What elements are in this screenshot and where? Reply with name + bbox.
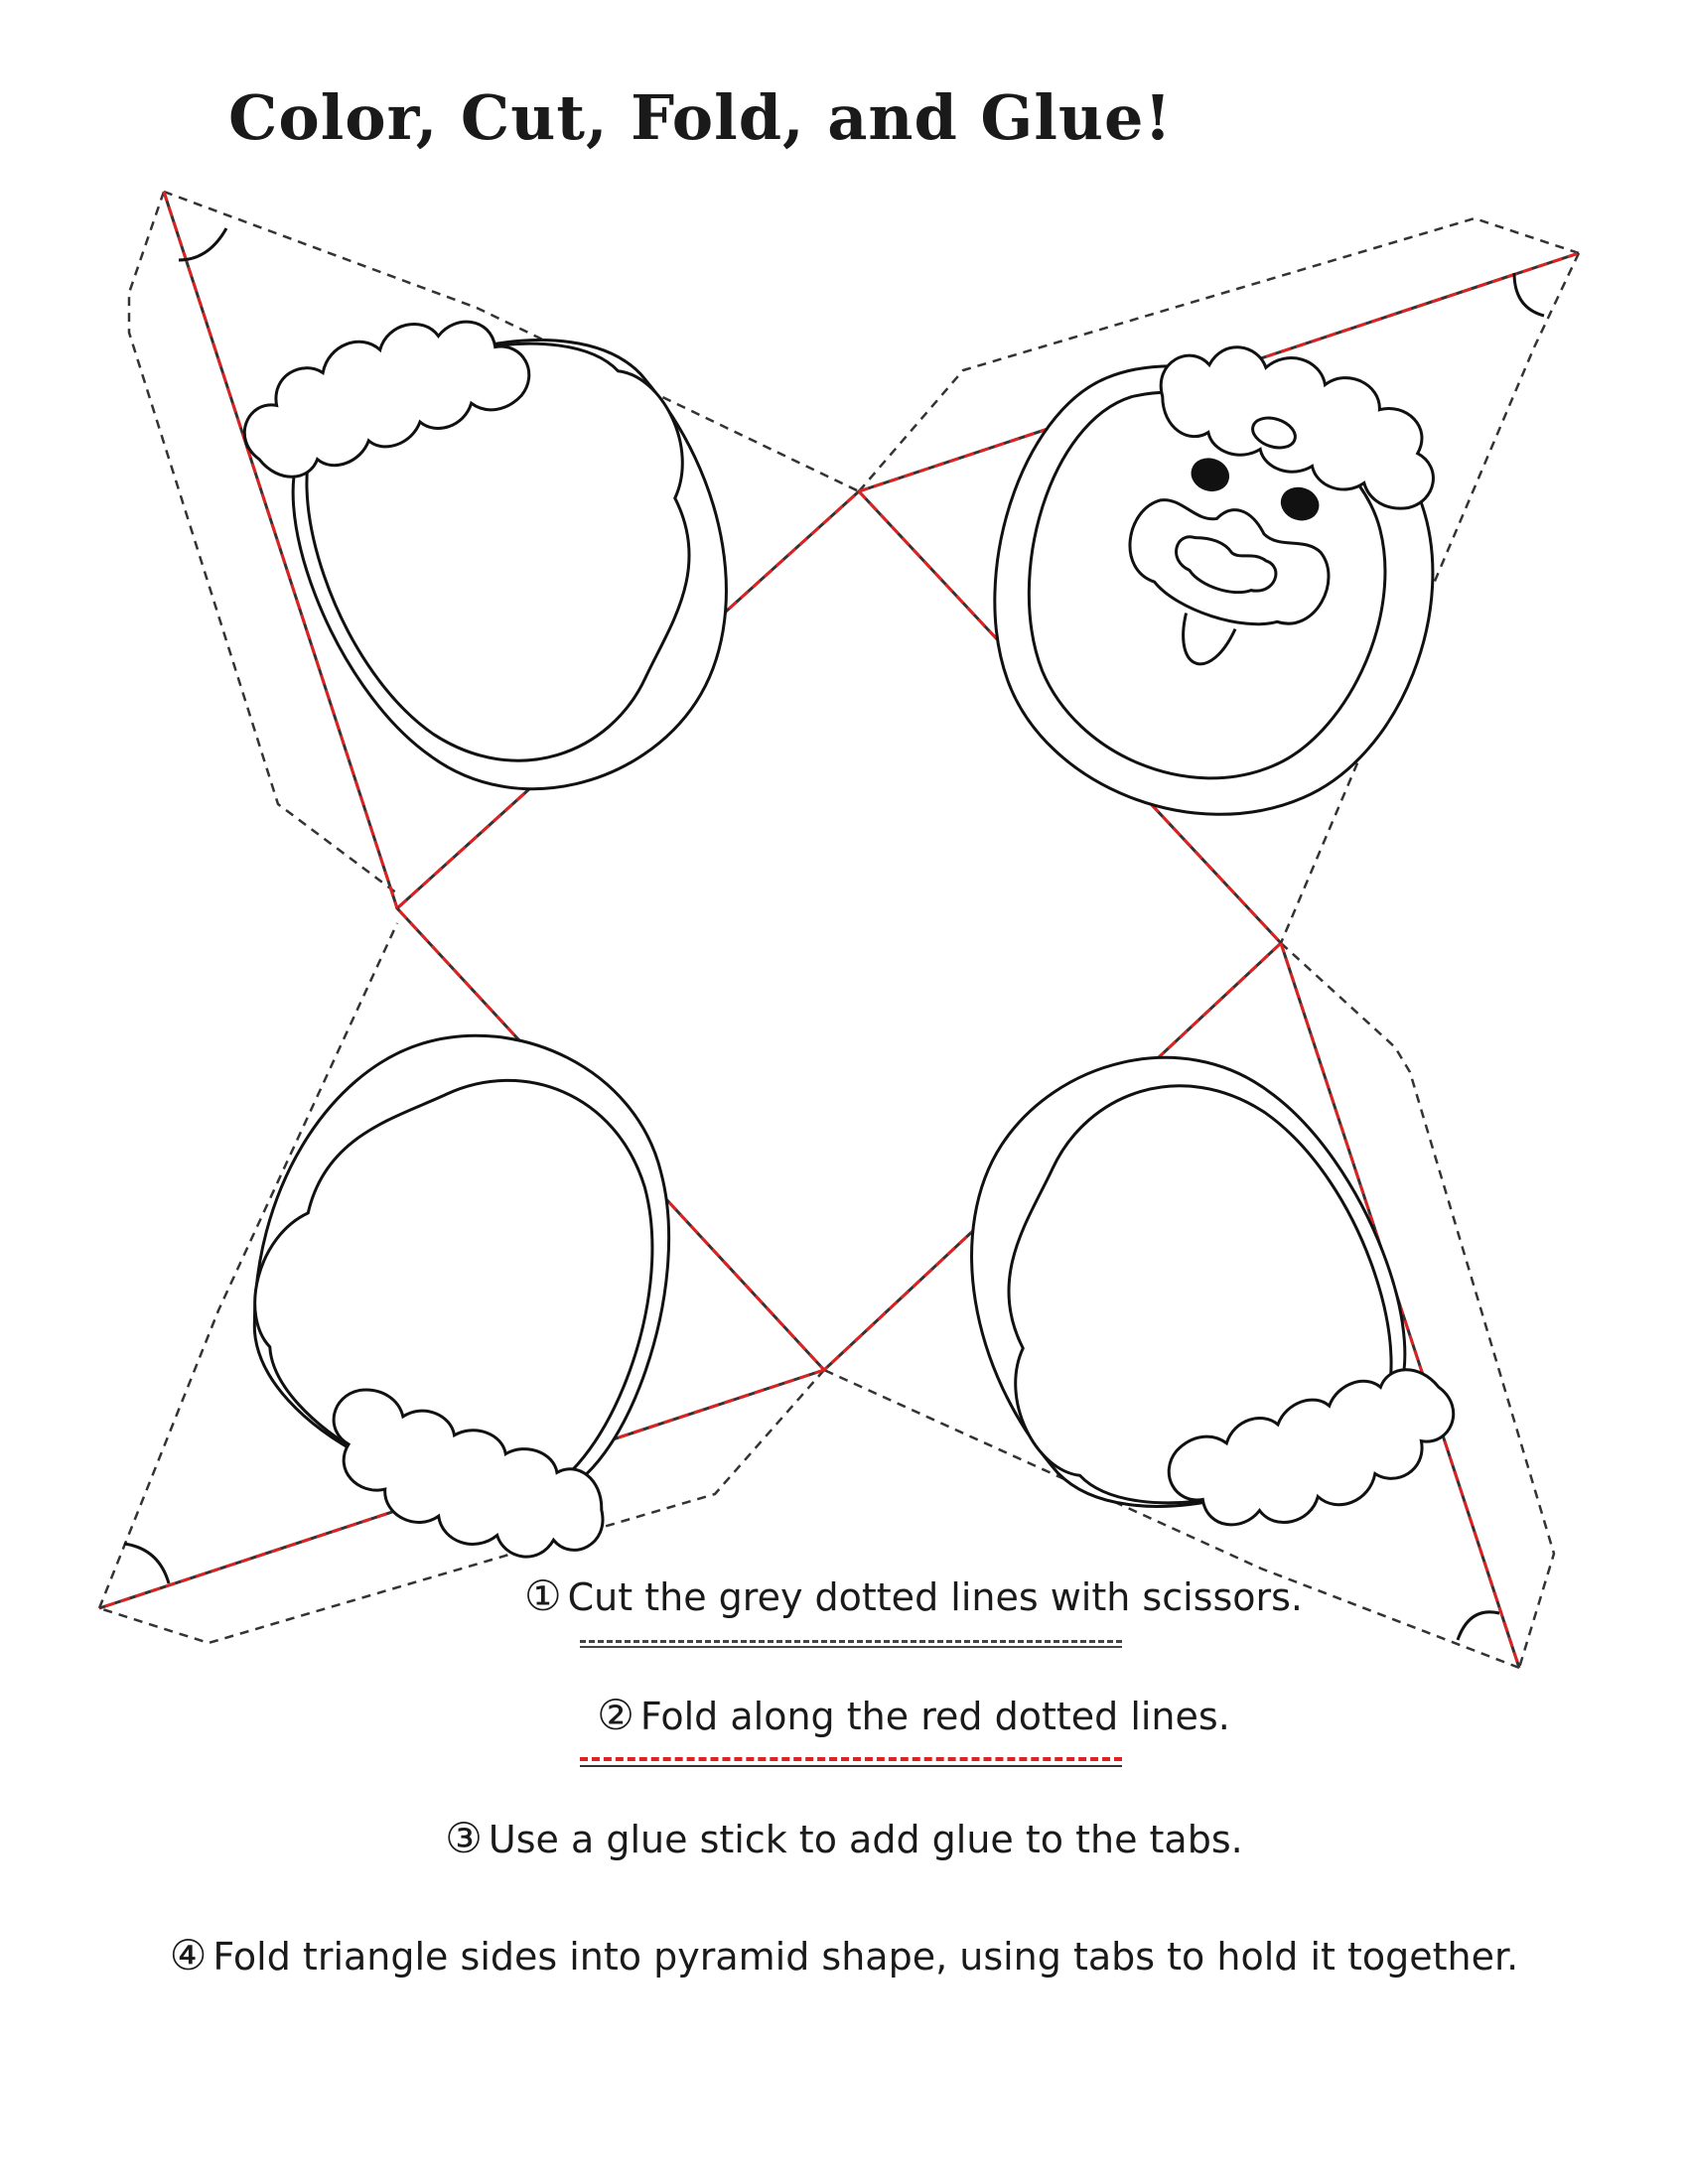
santa-back-bottom-right: [911, 995, 1473, 1601]
step-text: Use a glue stick to add glue to the tabs.: [488, 1818, 1243, 1861]
santa-back-bottom-left: [188, 980, 750, 1586]
step-text: Cut the grey dotted lines with scissors.: [567, 1575, 1304, 1619]
step-text: Fold along the red dotted lines.: [639, 1695, 1230, 1738]
step-number: ②: [597, 1691, 634, 1739]
cut-line-legend: [580, 1640, 1122, 1643]
step-number: ③: [445, 1814, 483, 1862]
step-number: ①: [523, 1571, 562, 1620]
step-text: Fold triangle sides into pyramid shape, using tabs to hold it together.: [212, 1935, 1519, 1979]
santa-face-top-right: [935, 288, 1495, 870]
fold-line-legend: [580, 1757, 1122, 1761]
step-number: ④: [169, 1931, 208, 1979]
instruction-step-1: [70, 1571, 1688, 1620]
page-title: Color, Cut, Fold, and Glue!: [228, 81, 1173, 154]
instruction-step-2: [70, 1691, 1688, 1739]
glue-tab-mark-icon: [1514, 273, 1544, 316]
instruction-step-3: [0, 1814, 1688, 1862]
santa-back-top-left: [226, 245, 788, 852]
instruction-step-4: [0, 1931, 1688, 1979]
